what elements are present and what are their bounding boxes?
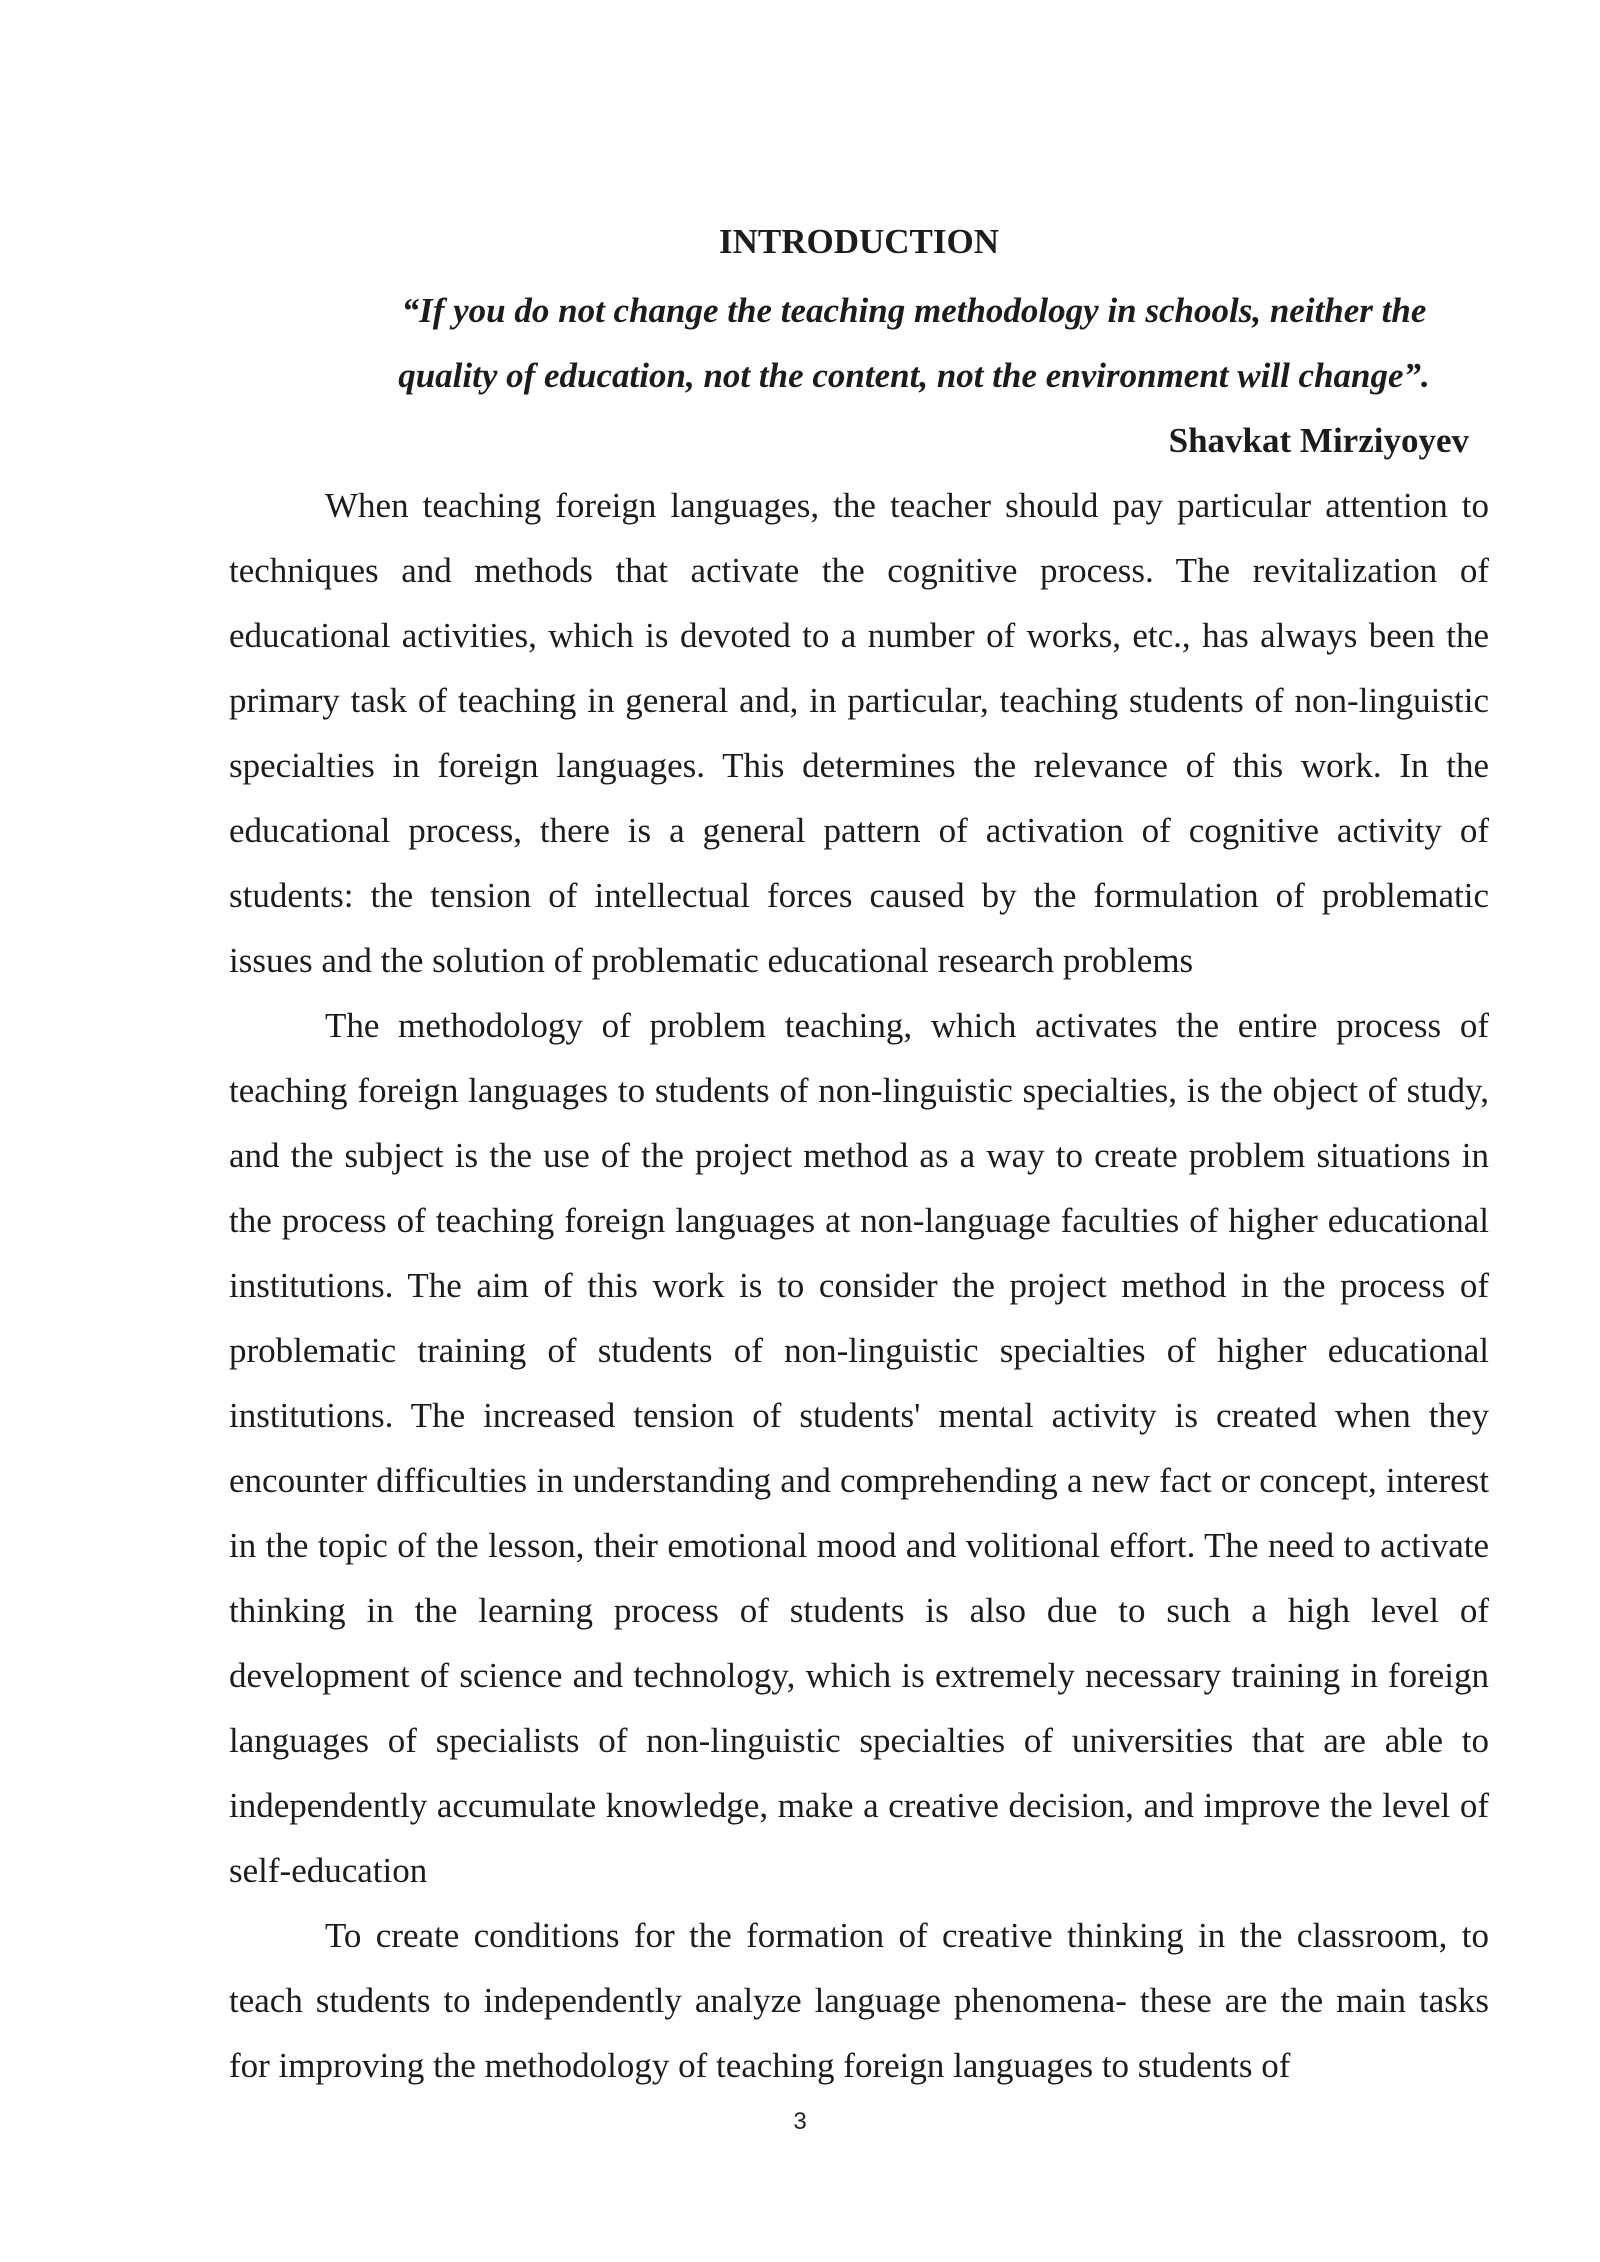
section-heading: INTRODUCTION [718,222,1000,261]
body-paragraph-2: The methodology of problem teaching, which activates the entire process of teaching foreign languages to students of non-linguistic specialties, is the object of study, and the subject is the use of the project method as a way to create problem situations in the process of teaching foreign languages at non-language faculties of higher educational institutions. The aim of this work is to consider the project method in the process of problematic training of students of non-linguistic specialties of higher educational institutions. The increased tension of students' mental activity is created when they encounter difficulties in understanding and comprehending a new fact or concept, interest in the topic of the lesson, their emotional mood and volitional effort. The need to activate thinking in the learning process of students is also due to such a high level of development of science and technology, which is extremely necessary training in foreign languages of specialists of non-linguistic specialties of universities that are able to independently accumulate knowledge, make a creative decision, and improve the level of self-education [229,1006,1489,1890]
page-content [229,212,1489,2098]
body-paragraph-1: When teaching foreign languages, the teacher should pay particular attention to techniques and methods that activate the cognitive process. The revitalization of educational activities, which is devoted to a number of works, etc., has always been the primary task of teaching in general and, in particular, teaching students of non-linguistic specialties in foreign languages. This determines the relevance of this work. In the educational process, there is a general pattern of activation of cognitive activity of students: the tension of intellectual forces caused by the formulation of problematic issues and the solution of problematic educational research problems [229,486,1489,980]
epigraph-quote: “If you do not change the teaching methodology in schools, neither the quality of education, not the content, not the environment will change”. [398,291,1430,395]
page-number: 3 [793,2108,807,2135]
epigraph-author: Shavkat Mirziyoyev [1168,421,1469,460]
body-paragraph-3: To create conditions for the formation of creative thinking in the classroom, to teach students to independently analyze language phenomena- these are the main tasks for improving the methodology of teaching foreign languages to students of [229,1916,1489,2085]
